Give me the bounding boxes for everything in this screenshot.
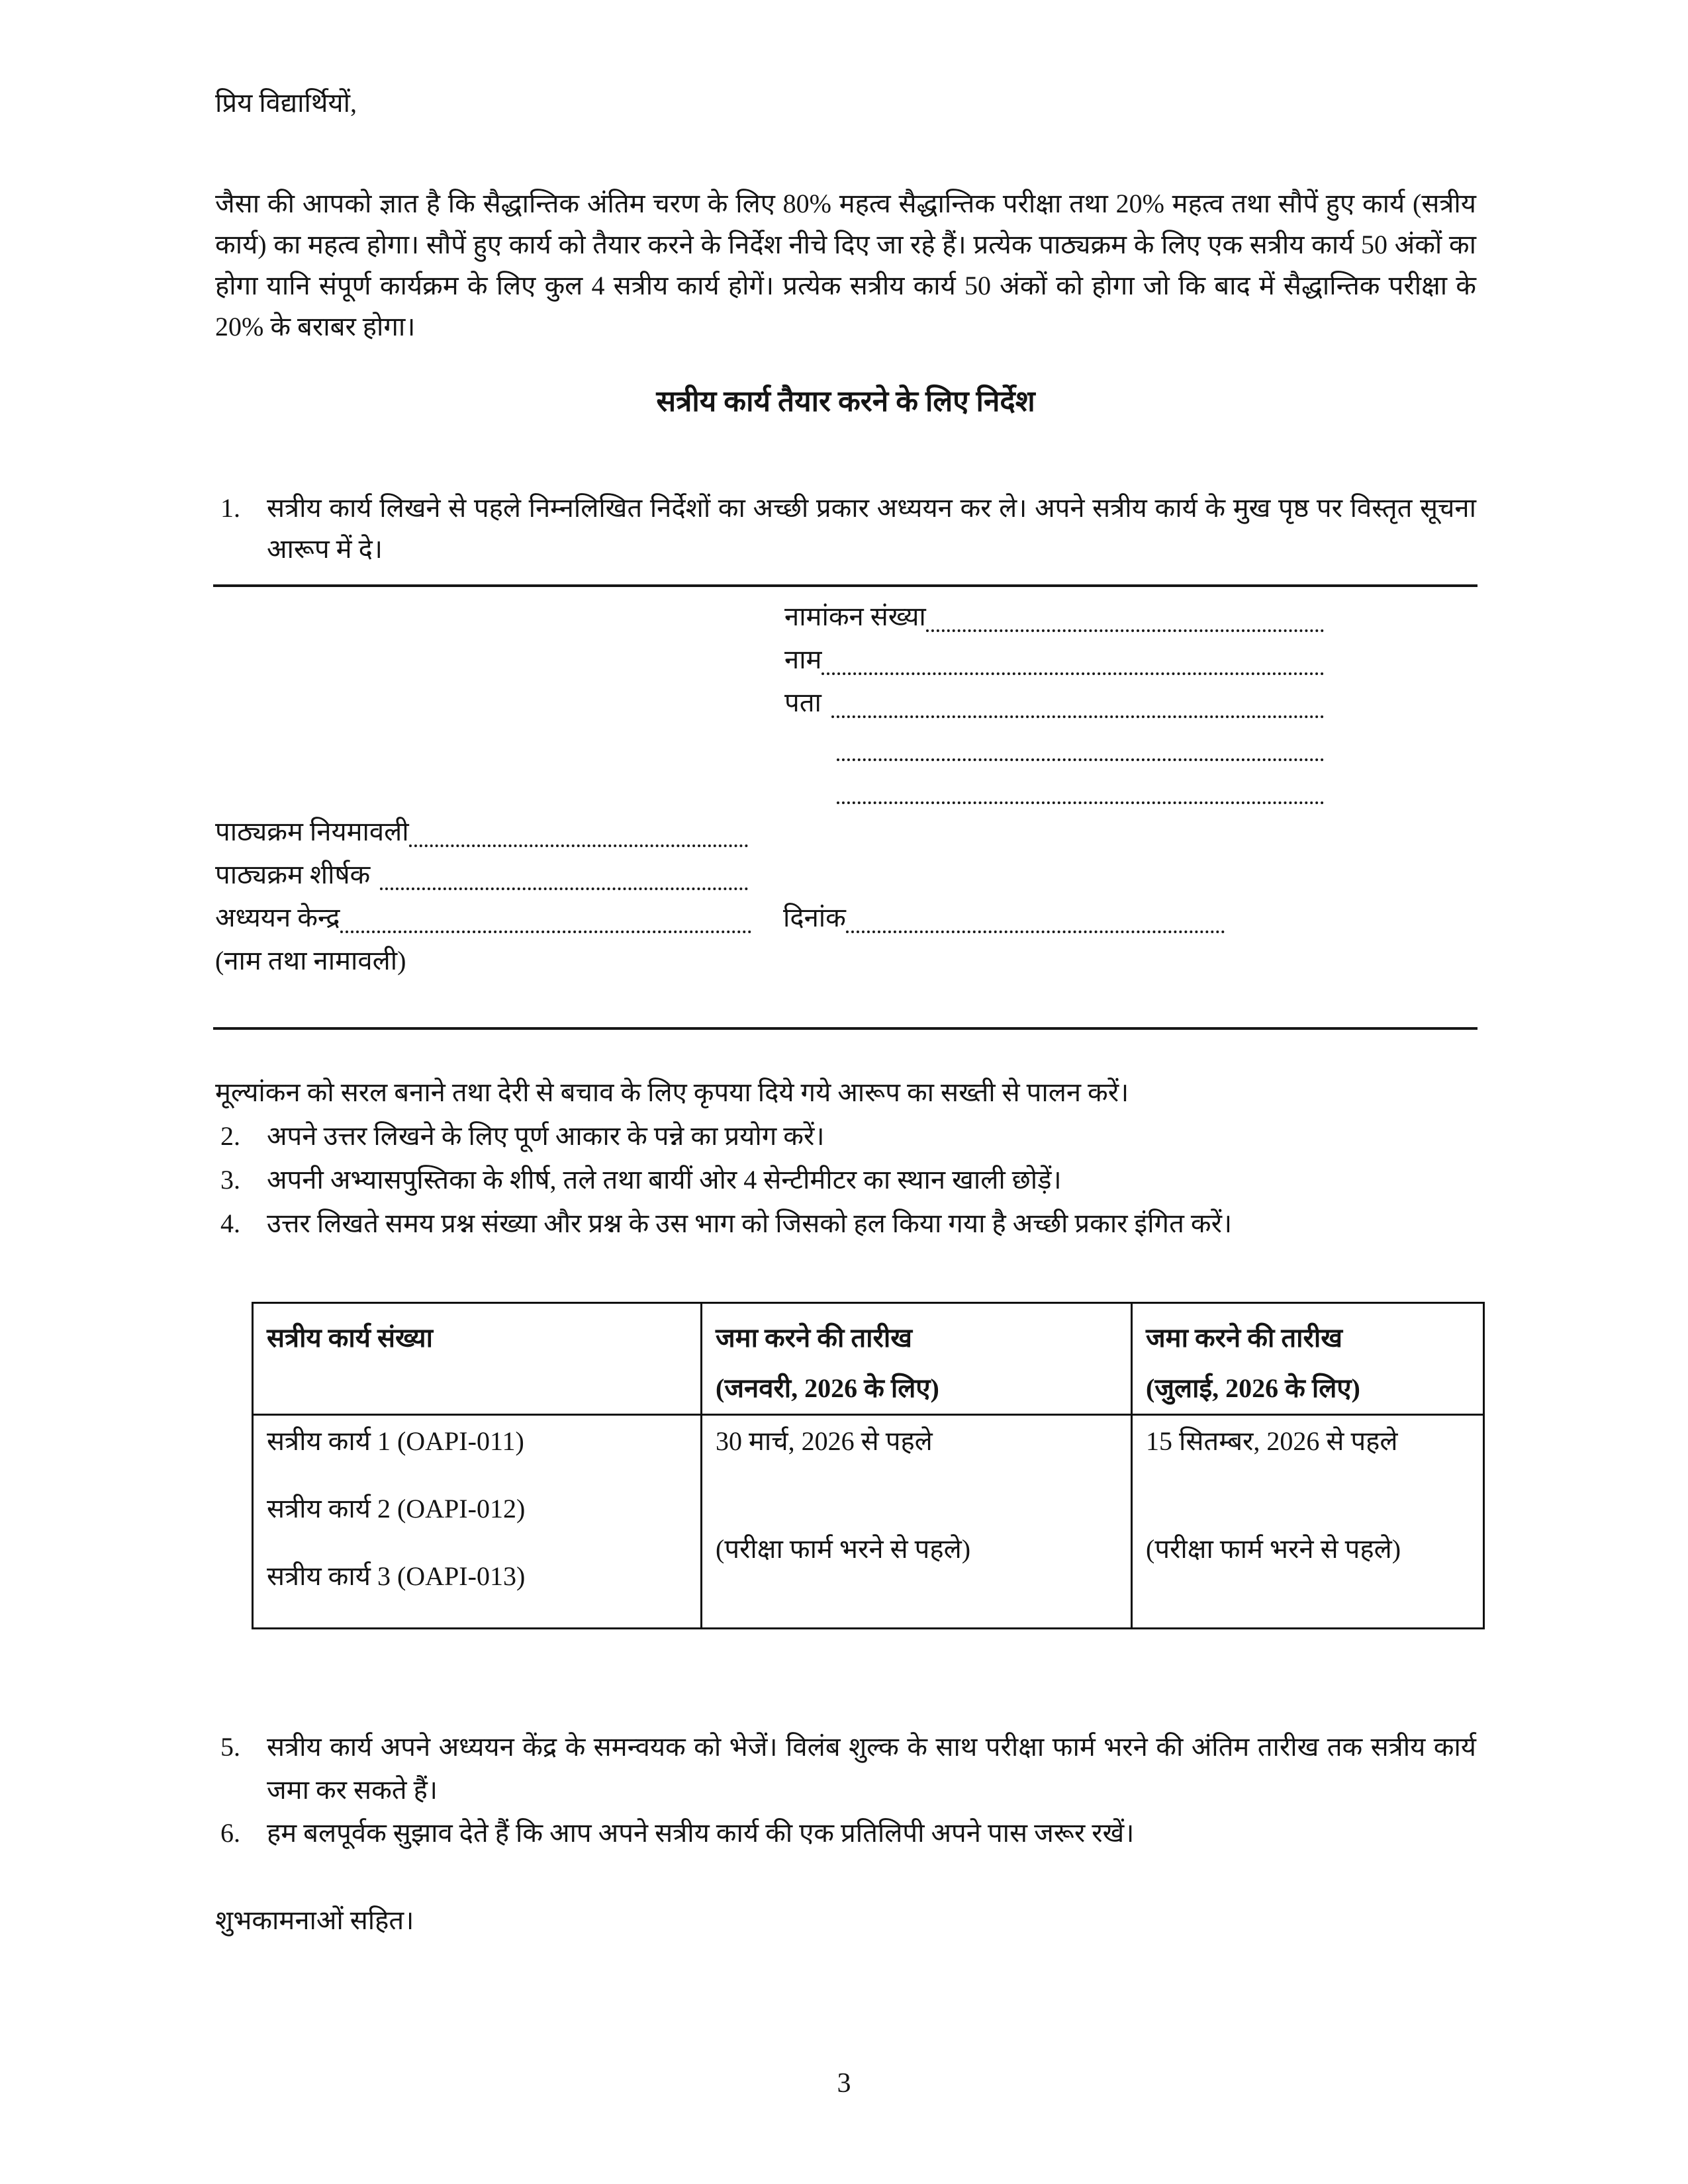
address-continuation-row xyxy=(837,767,1324,810)
instruction-item-6 xyxy=(215,1811,1476,1854)
item-number: 5. xyxy=(220,1732,240,1762)
enrollment-label: नामांकन संख्या xyxy=(784,602,926,631)
table-header-row xyxy=(253,1303,1484,1415)
form-note: (नाम तथा नामावली) xyxy=(215,946,406,976)
item-number: 2. xyxy=(220,1121,240,1151)
header-text: सत्रीय कार्य संख्या xyxy=(267,1323,433,1353)
deadline-note: (परीक्षा फार्म भरने से पहले) xyxy=(716,1534,971,1564)
dotted-line xyxy=(837,724,1324,761)
item-number: 1. xyxy=(220,493,240,523)
course-title-label: पाठ्यक्रम शीर्षक xyxy=(215,860,371,889)
greeting: प्रिय विद्यार्थियों, xyxy=(215,88,357,118)
horizontal-rule xyxy=(213,584,1477,587)
item-text: हम बलपूर्वक सुझाव देते हैं कि आप अपने सत्रीय कार्य की एक प्रतिलिपी अपने पास जरूर रखें। xyxy=(267,1818,1135,1848)
address-continuation-row xyxy=(837,724,1324,767)
form-note-row xyxy=(215,939,1476,982)
enrollment-row xyxy=(784,595,1324,638)
assignment-2: सत्रीय कार्य 2 (OAPI-012) xyxy=(267,1494,526,1524)
table-body-row xyxy=(253,1415,1484,1629)
deadline-date: 15 सितम्बर, 2026 से पहले xyxy=(1146,1426,1398,1456)
intro-paragraph: जैसा की आपको ज्ञात है कि सैद्धान्तिक अंतिम चरण के लिए 80% महत्व सैद्धान्तिक परीक्षा तथा 20% महत्व तथा सौपें हुए कार्य (सत्रीय कार्य) का महत्व होगा। सौपें हुए कार्य को तैयार करने के निर्देश नीचे दिए जा रहे हैं। प्रत्येक पाठ्यक्रम के लिए एक सत्रीय कार्य 50 अंकों का होगा यानि संपूर्ण कार्यक्रम के लिए कुल 4 सत्रीय कार्य होगें। प्रत्येक सत्रीय कार्य 50 अंकों को होगा जो कि बाद में सैद्धान्तिक परीक्षा के 20% के बराबर होगा। xyxy=(215,189,1476,341)
item-text: उत्तर लिखते समय प्रश्न संख्या और प्रश्न के उस भाग को जिसको हल किया गया है अच्छी प्रकार इंगित करें। xyxy=(267,1208,1233,1238)
header-july-deadline xyxy=(1132,1303,1484,1415)
assignment-3: सत्रीय कार्य 3 (OAPI-013) xyxy=(267,1561,526,1591)
dotted-line xyxy=(846,896,1225,933)
dotted-line xyxy=(340,896,751,933)
item-text: सत्रीय कार्य लिखने से पहले निम्नलिखित निर्देशों का अच्छी प्रकार अध्ययन कर ले। अपने सत्रीय कार्य के मुख पृष्ठ पर विस्तृत सूचना आरूप में दे। xyxy=(267,493,1476,564)
assignment-list-cell xyxy=(253,1415,702,1629)
submission-schedule-table xyxy=(252,1302,1485,1629)
item-number: 3. xyxy=(220,1165,240,1195)
header-assignment-number xyxy=(253,1303,702,1415)
format-note: मूल्यांकन को सरल बनाने तथा देरी से बचाव के लिए कृपया दिये गये आरूप का सख्ती से पालन करें। xyxy=(215,1077,1129,1107)
submission-instructions xyxy=(215,1725,1476,1854)
header-january-deadline xyxy=(702,1303,1132,1415)
section-heading: सत्रीय कार्य तैयार करने के लिए निर्देश xyxy=(656,385,1035,418)
course-code-label: पाठ्यक्रम नियमावली xyxy=(215,817,409,846)
course-title-row xyxy=(215,853,748,896)
study-centre-part xyxy=(215,896,751,939)
closing-line: शुभकामनाओं सहित। xyxy=(215,1905,414,1935)
item-text: अपनी अभ्यासपुस्तिका के शीर्ष, तले तथा बायीं ओर 4 सेन्टीमीटर का स्थान खाली छोड़ें। xyxy=(267,1165,1062,1195)
cover-page-form xyxy=(215,595,1476,982)
dotted-line xyxy=(837,767,1324,804)
study-centre-label: अध्ययन केन्द्र xyxy=(215,903,340,933)
name-row xyxy=(784,638,1324,681)
item-text: अपने उत्तर लिखने के लिए पूर्ण आकार के पन्ने का प्रयोग करें। xyxy=(267,1121,825,1151)
header-line-2: (जनवरी, 2026 के लिए) xyxy=(716,1373,939,1403)
dotted-line xyxy=(409,810,748,847)
dotted-line xyxy=(831,681,1324,718)
item-text: सत्रीय कार्य अपने अध्ययन केंद्र के समन्वयक को भेजें। विलंब शुल्क के साथ परीक्षा फार्म भरने की अंतिम तारीख तक सत्रीय कार्य जमा कर सकते हैं। xyxy=(267,1732,1476,1805)
instruction-item-5 xyxy=(215,1725,1476,1811)
header-line-2: (जुलाई, 2026 के लिए) xyxy=(1146,1373,1360,1403)
date-part xyxy=(783,896,1225,939)
course-code-row xyxy=(215,810,748,853)
header-line-1: जमा करने की तारीख xyxy=(1146,1323,1342,1353)
study-centre-date-row xyxy=(215,896,1476,939)
january-deadline-cell xyxy=(702,1415,1132,1629)
item-number: 4. xyxy=(220,1208,240,1238)
horizontal-rule xyxy=(213,1027,1477,1030)
deadline-note: (परीक्षा फार्म भरने से पहले) xyxy=(1146,1534,1401,1564)
name-label: नाम xyxy=(784,645,822,674)
header-line-1: जमा करने की तारीख xyxy=(716,1323,912,1353)
format-instructions xyxy=(215,1071,1476,1246)
july-deadline-cell xyxy=(1132,1415,1484,1629)
date-label: दिनांक xyxy=(783,903,846,933)
dotted-line xyxy=(380,853,748,890)
dotted-line xyxy=(821,638,1324,675)
assignment-1: सत्रीय कार्य 1 (OAPI-011) xyxy=(267,1426,524,1456)
address-row xyxy=(784,681,1324,724)
item-number: 6. xyxy=(220,1818,240,1848)
deadline-date: 30 मार्च, 2026 से पहले xyxy=(716,1426,933,1456)
dotted-line xyxy=(926,595,1324,632)
page-number: 3 xyxy=(837,2068,851,2099)
address-label: पता xyxy=(784,688,821,717)
instruction-item-4 xyxy=(215,1202,1476,1246)
instruction-item-2 xyxy=(215,1115,1476,1158)
instruction-item-3 xyxy=(215,1158,1476,1202)
instruction-item-1 xyxy=(215,488,1476,570)
